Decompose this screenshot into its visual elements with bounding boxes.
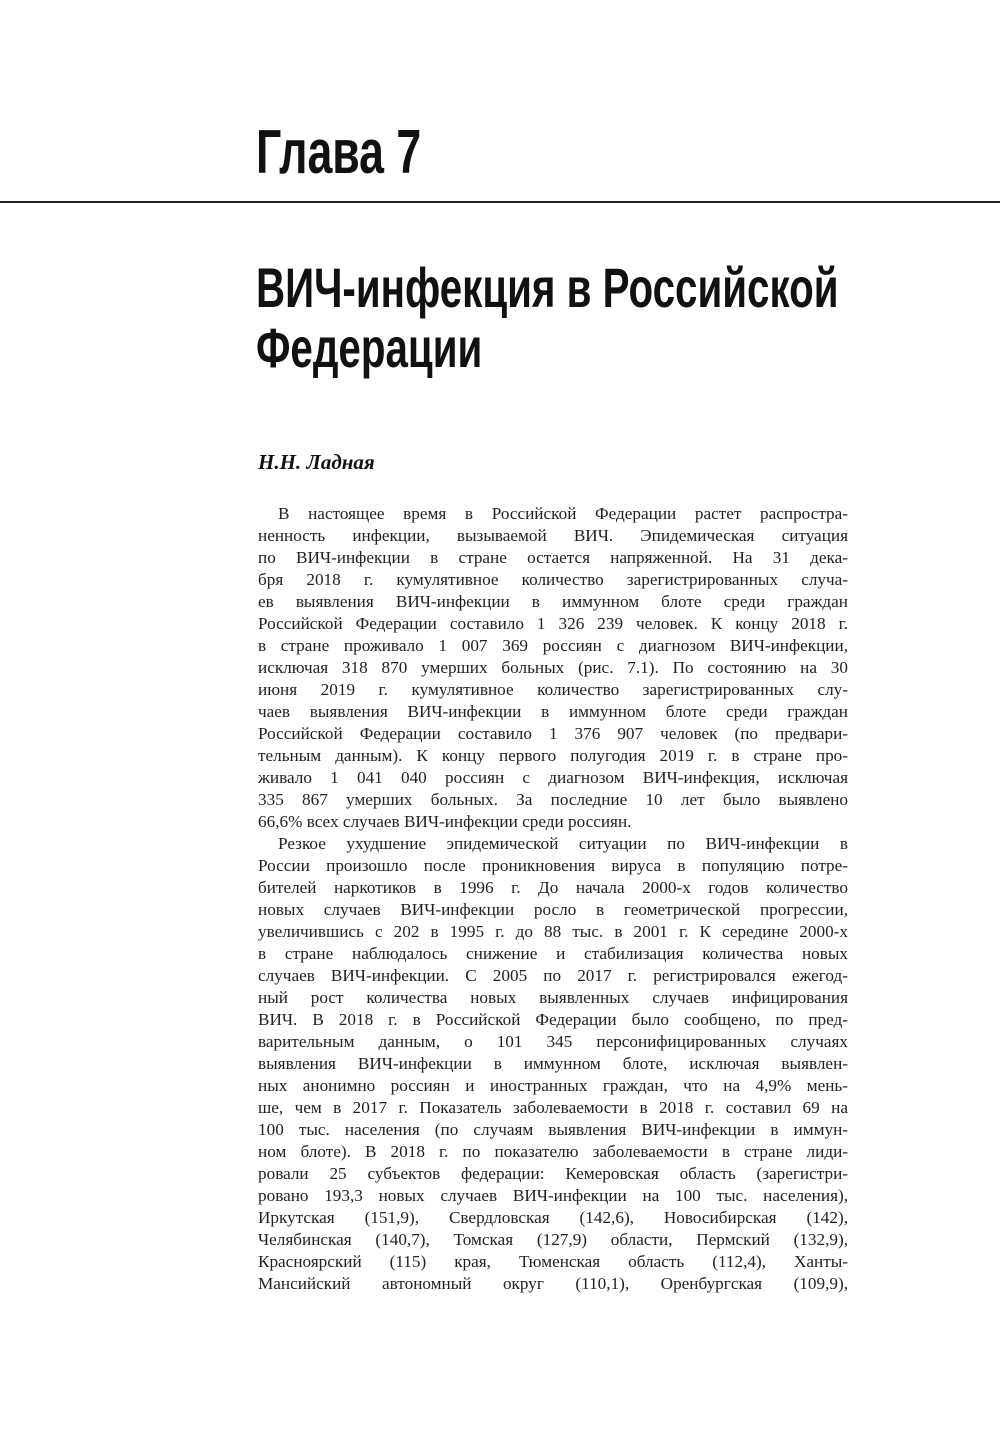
text-line: Резкое ухудшение эпидемической ситуации по ВИЧ-инфекции в [278, 834, 848, 853]
text-line: Челябинская (140,7), Томская (127,9) области, Пермский (132,9), [258, 1230, 848, 1249]
text-line: В настоящее время в Российской Федерации растет распростра- [278, 504, 848, 523]
text-line: ровано 193,3 новых случаев ВИЧ-инфекции на 100 тыс. населения), [258, 1186, 848, 1205]
text-line: 66,6% всех случаев ВИЧ-инфекции среди россиян. [258, 812, 632, 831]
text-line: Красноярский (115) края, Тюменская область (112,4), Ханты- [258, 1252, 848, 1271]
text-line: ровали 25 субъектов федерации: Кемеровская область (зарегистри- [258, 1164, 848, 1183]
text-line: увеличившись с 202 в 1995 г. до 88 тыс. в 2001 г. К середине 2000-х [258, 922, 848, 941]
text-line: Мансийский автономный округ (110,1), Оренбургская (109,9), [258, 1274, 848, 1293]
text-line: исключая 318 870 умерших больных (рис. 7.1). По состоянию на 30 [258, 658, 848, 677]
text-line: 100 тыс. населения (по случаям выявления ВИЧ-инфекции в иммун- [258, 1120, 848, 1139]
text-line: Российской Федерации составило 1 376 907 человек (по предвари- [258, 724, 848, 743]
text-line: ВИЧ. В 2018 г. в Российской Федерации было сообщено, по пред- [258, 1010, 848, 1029]
text-line: в стране наблюдалось снижение и стабилизация количества новых [258, 944, 848, 963]
text-line: ев выявления ВИЧ-инфекции в иммунном блоте среди граждан [258, 592, 848, 611]
chapter-title [256, 258, 839, 378]
text-line: ных анонимно россиян и иностранных граждан, что на 4,9% мень- [258, 1076, 848, 1095]
text-line: 335 867 умерших больных. За последние 10 лет было выявлено [258, 790, 848, 809]
chapter-title-line: Федерации [256, 316, 483, 379]
author-name: Н.Н. Ладная [258, 450, 375, 474]
text-line: выявления ВИЧ-инфекции в иммунном блоте, исключая выявлен- [258, 1054, 848, 1073]
text-line: варительным данным, о 101 345 персонифицированных случаях [258, 1032, 848, 1051]
chapter-divider [0, 201, 1000, 203]
body-text [258, 503, 848, 1295]
text-line: бря 2018 г. кумулятивное количество зарегистрированных случа- [258, 570, 848, 589]
text-line: ном блоте). В 2018 г. по показателю заболеваемости в стране лиди- [258, 1142, 848, 1161]
text-line: бителей наркотиков в 1996 г. До начала 2000-х годов количество [258, 878, 848, 897]
text-line: Иркутская (151,9), Свердловская (142,6), Новосибирская (142), [258, 1208, 848, 1227]
chapter-title-line: ВИЧ-инфекция в Российской [256, 256, 839, 319]
text-line: России произошло после проникновения вируса в популяцию потре- [258, 856, 848, 875]
text-line: в стране проживало 1 007 369 россиян с диагнозом ВИЧ-инфекции, [258, 636, 848, 655]
text-line: ше, чем в 2017 г. Показатель заболеваемости в 2018 г. составил 69 на [258, 1098, 848, 1117]
text-line: по ВИЧ-инфекции в стране остается напряженной. На 31 дека- [258, 548, 848, 567]
text-line: Российской Федерации составило 1 326 239 человек. К концу 2018 г. [258, 614, 848, 633]
text-line: случаев ВИЧ-инфекции. С 2005 по 2017 г. регистрировался ежегод- [258, 966, 848, 985]
text-line: ный рост количества новых выявленных случаев инфицирования [258, 988, 848, 1007]
text-line: новых случаев ВИЧ-инфекции росло в геометрической прогрессии, [258, 900, 848, 919]
text-line: тельным данным). К концу первого полугодия 2019 г. в стране про- [258, 746, 848, 765]
text-line: живало 1 041 040 россиян с диагнозом ВИЧ-инфекция, исключая [258, 768, 848, 787]
text-line: ненность инфекции, вызываемой ВИЧ. Эпидемическая ситуация [258, 526, 848, 545]
text-line: чаев выявления ВИЧ-инфекции в иммунном блоте среди граждан [258, 702, 848, 721]
text-line: июня 2019 г. кумулятивное количество зарегистрированных слу- [258, 680, 848, 699]
chapter-heading: Глава 7 [256, 118, 422, 187]
